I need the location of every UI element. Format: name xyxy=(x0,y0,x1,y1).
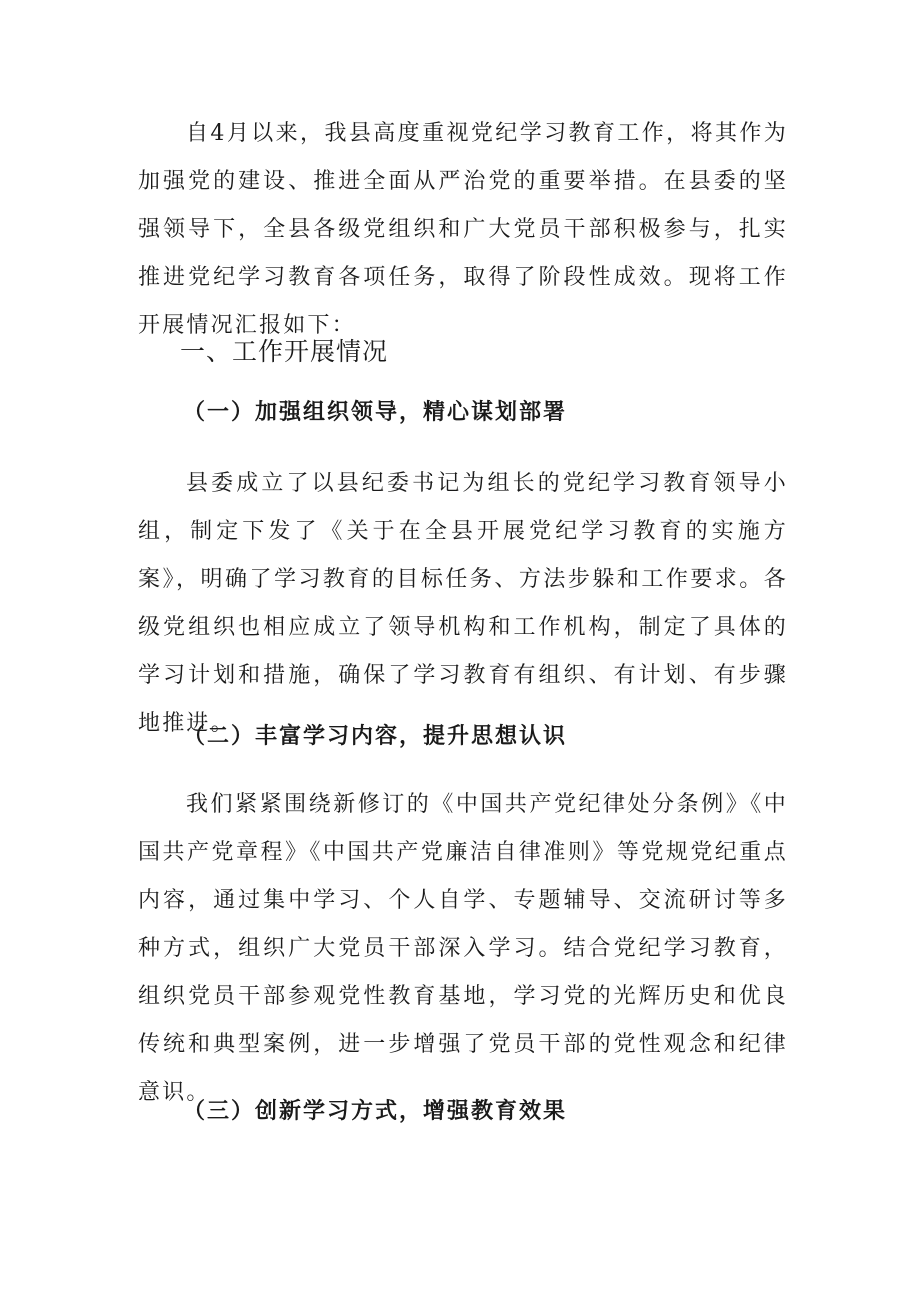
section-heading-work-progress: 一、工作开展情况 xyxy=(180,337,389,366)
subsection-2-paragraph: 我们紧紧围绕新修订的《中国共产党纪律处分条例》《中国共产党章程》《中国共产党廉洁自律准则》等党规党纪重点内容，通过集中学习、个人自学、专题辅导、交流研讨等多种方式，组织广大党员干部深入学习。结合党纪学习教育，组织党员干部参观党性教育基地，学习党的光辉历史和优良传统和典型案例，进一步增强了党员干部的党性观念和纪律意识。 xyxy=(138,792,788,1105)
intro-paragraph: 自4月以来，我县高度重视党纪学习教育工作，将其作为加强党的建设、推进全面从严治党的重要举措。在县委的坚强领导下，全县各级党组织和广大党员干部积极参与，扎实推进党纪学习教育各项任务，取得了阶段性成效。现将工作开展情况汇报如下： xyxy=(138,121,788,338)
subsection-heading-3: （三）创新学习方式，增强教育效果 xyxy=(183,1098,568,1124)
subsection-heading-2: （二）丰富学习内容，提升思想认识 xyxy=(183,723,568,749)
subsection-heading-1: （一）加强组织领导，精心谋划部署 xyxy=(183,399,568,425)
subsection-1-paragraph: 县委成立了以县纪委书记为组长的党纪学习教育领导小组，制定下发了《关于在全县开展党纪学习教育的实施方案》，明确了学习教育的目标任务、方法步躲和工作要求。各级党组织也相应成立了领导机构和工作机构，制定了具体的学习计划和措施，确保了学习教育有组织、有计划、有步骤地推进。 xyxy=(138,471,788,736)
